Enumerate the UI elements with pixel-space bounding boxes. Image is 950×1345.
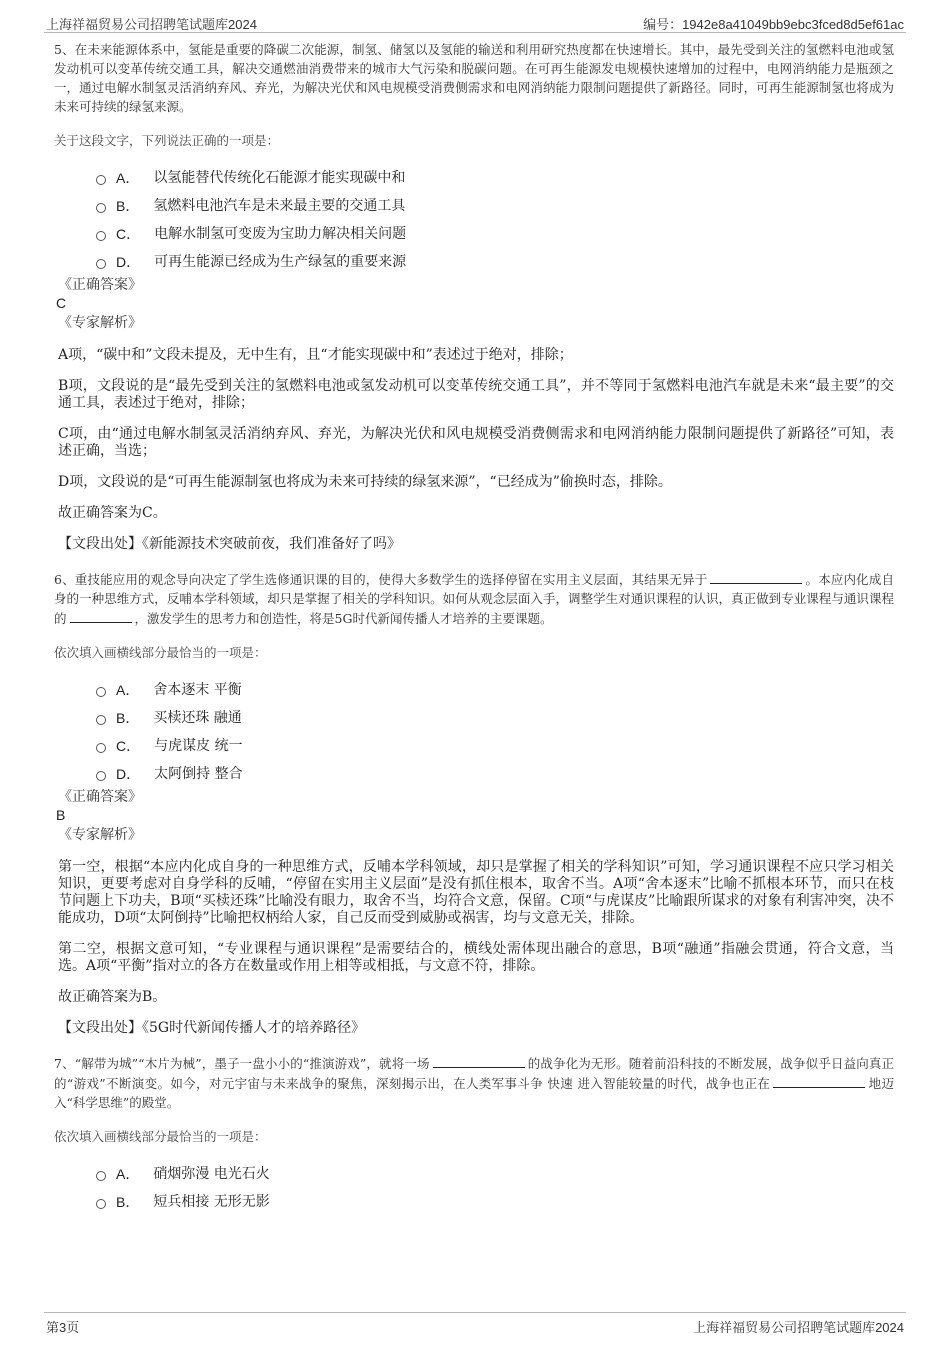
stem-text: 地迈入“科学思维”的殿堂。	[54, 1076, 894, 1110]
option-letter: A．	[116, 170, 140, 186]
option-text: 与虎谋皮 统一	[154, 738, 243, 754]
answer-value: B	[56, 807, 66, 823]
answer-label: 《正确答案》	[58, 277, 142, 293]
question-7-option-a[interactable]	[96, 1160, 894, 1188]
question-7-option-b[interactable]	[96, 1188, 894, 1216]
fill-blank	[710, 569, 802, 584]
stem-text: 6、重技能应用的观念导向决定了学生选修通识课的目的，使得大多数学生的选择停留在实用主义层面，其结果无异于	[54, 572, 708, 587]
analysis-paragraph: A项，“碳中和”文段未提及，无中生有，且“才能实现碳中和”表述过于绝对，排除；	[58, 347, 573, 363]
question-6-option-a[interactable]	[96, 676, 894, 704]
radio-icon[interactable]	[96, 1199, 106, 1209]
option-text: 太阿倒持 整合	[154, 766, 243, 782]
question-5	[54, 40, 894, 553]
analysis-paragraph: D项，文段说的是“可再生能源制氢也将成为未来可持续的绿氢来源”，“已经成为”偷换时态，排除。	[58, 474, 672, 490]
question-6	[54, 569, 894, 1037]
option-letter: A．	[116, 682, 140, 698]
analysis-paragraph: B项，文段说的是“最先受到关注的氢燃料电池或氢发动机可以变革传统交通工具”，并不等同于氢燃料电池汽车就是未来“最主要”的交通工具，表述过于绝对，排除；	[58, 378, 894, 411]
option-letter: C．	[116, 738, 141, 754]
question-6-option-b[interactable]	[96, 704, 894, 732]
option-text: 硝烟弥漫 电光石火	[153, 1166, 270, 1182]
page-footer	[44, 1312, 906, 1337]
analysis-paragraph: C项，由“通过电解水制氢灵活消纳弃风、弃光，为解决光伏和风电规模受消费侧需求和电网消纳能力限制问题提供了新路径”可知，表述正确，当选；	[58, 426, 894, 459]
page-number: 第3页	[46, 1320, 80, 1335]
header-title: 上海祥福贸易公司招聘笔试题库2024	[46, 17, 257, 32]
option-text: 电解水制氢可变废为宝助力解决相关问题	[154, 226, 407, 242]
option-text: 短兵相接 无形无影	[153, 1194, 270, 1210]
question-5-option-a[interactable]	[96, 164, 894, 192]
radio-icon[interactable]	[96, 687, 106, 697]
answer-value: C	[56, 295, 67, 311]
analysis-paragraph: 第一空，根据“本应内化成自身的一种思维方式，反哺本学科领域，却只是掌握了相关的学科知识”可知，学习通识课程不应只学习相关知识，更要考虑对自身学科的反哺，“停留在实用主义层面”是没有抓住根本，取舍不当。A项“舍本逐末”比喻不抓根本环节，而只在枝节问题上下功夫，B项“买椟还珠”比喻没有眼力，取舍不当，均符合文意，保留。C项“与虎谋皮”比喻跟所谋求的对象有利害冲突，决不能成功，D项“太阿倒持”比喻把权柄给人家，自己反而受到威胁或祸害，均与文意无关，排除。	[58, 859, 894, 926]
page-content	[54, 40, 894, 1216]
radio-icon[interactable]	[96, 203, 106, 213]
option-text: 以氢能替代传统化石能源才能实现碳中和	[153, 170, 406, 186]
option-letter: B．	[116, 198, 140, 214]
stem-text: 7、“解带为城”“木片为械”，墨子一盘小小的“推演游戏”，就将一场	[54, 1056, 430, 1071]
header-serial: 编号：1942e8a41049bb9ebc3fced8d5ef61ac	[643, 17, 904, 32]
radio-icon[interactable]	[96, 259, 106, 269]
radio-icon[interactable]	[96, 715, 106, 725]
radio-icon[interactable]	[96, 231, 106, 241]
stem-text: 的战争化为无形。随着前沿科技的不断发展，战争似乎日益向真正的“游戏”不断演变。如今，对元宇宙与未来战争的聚焦，深刻揭示出，在人类军事斗争 快速 进入智能较量的时代，战争也正在	[54, 1056, 894, 1091]
question-5-option-c[interactable]	[96, 220, 894, 248]
radio-icon[interactable]	[96, 771, 106, 781]
option-text: 买椟还珠 融通	[153, 710, 242, 726]
option-text: 可再生能源已经成为生产绿氢的重要来源	[154, 254, 407, 270]
question-5-option-d[interactable]	[96, 248, 894, 276]
analysis-label: 《专家解析》	[58, 827, 142, 843]
footer-title: 上海祥福贸易公司招聘笔试题库2024	[693, 1320, 904, 1335]
source-citation: 【文段出处】《新能源技术突破前夜，我们准备好了吗》	[58, 536, 401, 552]
fill-blank	[773, 1073, 865, 1088]
option-letter: D．	[116, 766, 141, 782]
analysis-label: 《专家解析》	[58, 315, 142, 331]
option-text: 舍本逐末 平衡	[153, 682, 242, 698]
analysis-paragraph: 第二空，根据文意可知，“专业课程与通识课程”是需要结合的，横线处需体现出融合的意思，B项“融通”指融会贯通，符合文意，当选。A项“平衡”指对立的各方在数量或作用上相等或相抵，与文意不符，排除。	[58, 941, 894, 974]
question-6-prompt: 依次填入画横线部分最恰当的一项是：	[54, 645, 267, 660]
question-7-prompt: 依次填入画横线部分最恰当的一项是：	[54, 1129, 267, 1144]
question-6-options	[96, 676, 894, 788]
question-5-prompt: 关于这段文字，下列说法正确的一项是：	[54, 133, 280, 148]
option-letter: C．	[116, 226, 141, 242]
question-6-option-d[interactable]	[96, 760, 894, 788]
analysis-conclusion: 故正确答案为B。	[58, 989, 167, 1005]
question-5-stem: 5、在未来能源体系中，氢能是重要的降碳二次能源，制氢、储氢以及氢能的输送和利用研究热度都在快速增长。其中，最先受到关注的氢燃料电池或氢发动机可以变革传统交通工具，解决交通燃油消费带来的城市大气污染和脱碳问题。在可再生能源发电规模快速增加的过程中，电网消纳能力是瓶颈之一，通过电解水制氢灵活消纳弃风、弃光，为解决光伏和风电规模受消费侧需求和电网消纳能力限制问题提供了新路径。同时，可再生能源制氢也将成为未来可持续的绿氢来源。	[54, 42, 894, 114]
question-6-stem	[54, 569, 894, 628]
radio-icon[interactable]	[96, 175, 106, 185]
question-5-options	[96, 164, 894, 276]
option-text: 氢燃料电池汽车是未来最主要的交通工具	[153, 198, 406, 214]
analysis-conclusion: 故正确答案为C。	[58, 505, 167, 521]
stem-text: 。本应内化成自身的一种思维方式，反哺本学科领域，却只是掌握了相关的学科知识。如何从观念层面入手，调整学生对通识课程的认识，真正做到专业课程与通识课程的	[54, 572, 894, 626]
fill-blank	[433, 1053, 525, 1068]
radio-icon[interactable]	[96, 743, 106, 753]
question-7	[54, 1053, 894, 1216]
question-6-option-c[interactable]	[96, 732, 894, 760]
page-header	[44, 10, 906, 33]
option-letter: B．	[116, 710, 140, 726]
option-letter: A．	[116, 1166, 140, 1182]
fill-blank	[70, 608, 132, 623]
radio-icon[interactable]	[96, 1171, 106, 1181]
question-5-option-b[interactable]	[96, 192, 894, 220]
option-letter: B．	[116, 1194, 140, 1210]
question-7-options	[96, 1160, 894, 1216]
answer-label: 《正确答案》	[58, 789, 142, 805]
source-citation: 【文段出处】《5G时代新闻传播人才的培养路径》	[58, 1020, 366, 1036]
stem-text: ，激发学生的思考力和创造性，将是5G时代新闻传播人才培养的主要课题。	[134, 611, 553, 626]
question-7-stem	[54, 1053, 894, 1112]
option-letter: D．	[116, 254, 141, 270]
